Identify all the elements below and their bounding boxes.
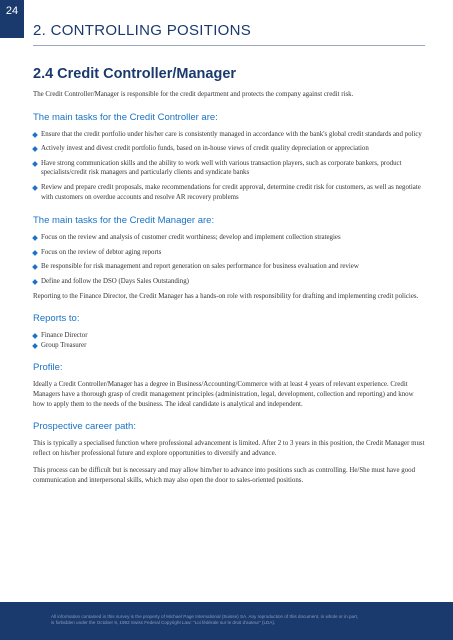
list-item: Ensure that the credit portfolio under his/her care is consistently managed in accordance with the bank's global credit standards and policy [33,130,425,140]
diamond-bullet-icon [32,343,38,349]
page-number: 24 [0,0,24,38]
reports-to-list [33,331,425,350]
footer-band [0,602,453,640]
diamond-bullet-icon [32,235,38,241]
career-text-2: This process can be difficult but is necessary and may allow him/her to advance into positions such as controlling. He/She must have good communication and interpersonal skills, which may also open the door to sales-oriented positions. [33,467,416,484]
list-item: Define and follow the DSO (Days Sales Outstanding) [33,277,425,287]
reports-to-heading: Reports to: [33,313,80,325]
chapter-title: 2. CONTROLLING POSITIONS [33,22,252,39]
manager-note: Reporting to the Finance Director, the Credit Manager has a hands-on role with responsibility for drafting and implementing credit policies. [33,292,419,300]
diamond-bullet-icon [32,279,38,285]
profile-text: Ideally a Credit Controller/Manager has a degree in Business/Accounting/Commerce with at least 4 years of relevant experience. Credit Managers have a thorough grasp of credit management principles (administration, legal, development, collection and reporting) and know how to apply them to the needs of the business. The ideal candidate is analytical and independent. [33,381,414,408]
header-divider [33,45,425,46]
list-item: Focus on the review of debtor aging reports [33,248,425,258]
controller-tasks-list [33,130,425,203]
list-item: Finance Director [33,331,425,341]
diamond-bullet-icon [32,132,38,138]
diamond-bullet-icon [32,333,38,339]
copyright-notice: All information contained in this survey is the property of Michael Page International (Suisse) SA. Any reproduction of this document, in whole or in part, is forbidden under the October 9, 1992 Swiss Federal Copyright Law: "Loi fédérale sur le droit d'auteur" (LDA). [51,614,359,626]
list-item: Actively invest and divest credit portfolio funds, based on in-house views of credit quality depreciation or appreciation [33,144,425,154]
manager-tasks-heading: The main tasks for the Credit Manager are: [33,215,215,227]
section-title: 2.4 Credit Controller/Manager [33,66,237,82]
controller-tasks-heading: The main tasks for the Credit Controller are: [33,111,218,123]
diamond-bullet-icon [32,146,38,152]
list-item: Have strong communication skills and the ability to work well with various transaction players, such as corporate bankers, product specialists/credit risk managers and particularly clients and syndicate banks [33,159,425,178]
section-intro: The Credit Controller/Manager is responsible for the credit department and protects the company against credit risk. [33,91,354,98]
main-content [33,58,425,485]
list-item: Group Treasurer [33,341,425,351]
diamond-bullet-icon [32,185,38,191]
career-text-1: This is typically a specialised function where professional advancement is limited. After 2 to 3 years in this position, the Credit Manager must reflect on his/her professional future and explore opportunities to diversify and advance. [33,440,425,457]
profile-heading: Profile: [33,362,63,374]
list-item: Be responsible for risk management and report generation on sales performance for business evaluation and review [33,262,425,272]
list-item: Focus on the review and analysis of customer credit worthiness; develop and implement collection strategies [33,233,425,243]
diamond-bullet-icon [32,250,38,256]
manager-tasks-list [33,233,425,286]
diamond-bullet-icon [32,265,38,271]
career-path-heading: Prospective career path: [33,421,136,433]
list-item: Review and prepare credit proposals, make recommendations for credit approval, determine credit risk for customers, as well as negotiate with customers on overdue accounts and resolve AR recovery problems [33,183,425,202]
diamond-bullet-icon [32,161,38,167]
